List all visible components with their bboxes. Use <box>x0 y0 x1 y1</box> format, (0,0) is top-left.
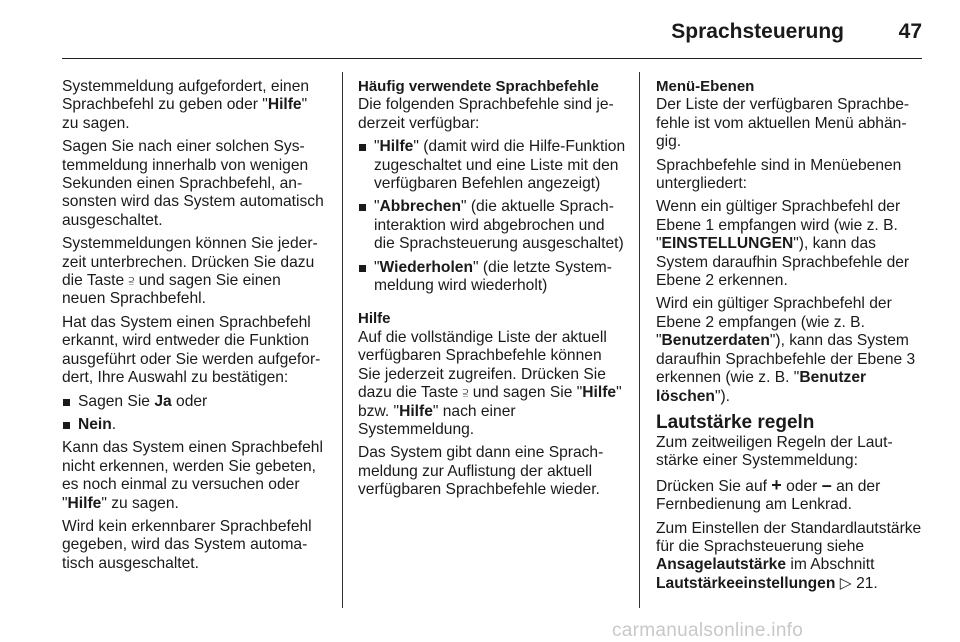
paragraph: Der Liste der verfügbaren Sprachbefehle ist vom aktuellen Menü abhängig. <box>656 96 910 151</box>
voice-icon: ⫆ <box>128 273 135 289</box>
section-heading: Menü-Ebenen <box>656 78 755 95</box>
paragraph: Auf die vollständige Liste der aktuell verfügbaren Sprachbefehle können Sie jederzeit zugreifen. Drücken Sie dazu die Taste ⫆ und sagen Sie "Hilfe" bzw. "Hilfe" nach einer Systemmeldung. <box>358 328 622 438</box>
bullet-icon <box>359 144 366 151</box>
paragraph: Wenn ein gültiger Sprachbefehl der Ebene 1 empfangen wird (wie z. B. "EINSTELLUNGEN"), kann das System daraufhin Sprachbefehle der Ebene 2 erkennen. <box>656 198 910 290</box>
header-rule <box>62 58 922 59</box>
section-heading: Hilfe <box>358 310 391 328</box>
page-ref-arrow-icon: ▷ <box>839 574 852 592</box>
column-2 <box>358 78 626 505</box>
list-item: "Hilfe" (damit wird die Hilfe-Funktion zugeschaltet und eine Liste mit den verfügbaren Befehlen angezeigt) <box>358 138 626 193</box>
page-header <box>62 14 922 48</box>
bullet-icon <box>359 204 366 211</box>
list-item: Sagen Sie Ja oder <box>62 393 326 411</box>
paragraph: Systemmeldungen können Sie jederzeit unterbrechen. Drücken Sie dazu die Taste ⫆ und sagen Sie einen neuen Sprachbefehl. <box>62 235 318 308</box>
paragraph: Wird ein gültiger Sprachbefehl der Ebene 2 empfangen (wie z. B. "Benutzerdaten"), kann das System daraufhin Sprachbefehle der Ebene 3 erkennen (wie z. B. "Benutzer löschen"). <box>656 295 916 405</box>
paragraph: Kann das System einen Sprachbefehl nicht erkennen, werden Sie gebeten, es noch einmal zu versuchen oder "Hilfe" zu sagen. <box>62 439 323 512</box>
watermark: carmanualsonline.info <box>612 620 804 641</box>
list-item: Nein. <box>62 416 326 434</box>
paragraph: Zum Einstellen der Standardlautstärke für die Sprachsteuerung siehe Ansagelautstärke im Abschnitt Lautstärkeeinstellungen ▷ 21. <box>656 519 922 592</box>
plus-icon: + <box>771 474 782 495</box>
page-number: 47 <box>898 20 922 43</box>
section-heading: Häufig verwendete Sprachbefehle <box>358 78 599 95</box>
column-3 <box>656 78 924 598</box>
bullet-icon <box>359 265 366 272</box>
list-item: "Abbrechen" (die aktuelle Sprachinteraktion wird abgebrochen und die Sprachsteuerung ausgeschaltet) <box>358 198 626 253</box>
voice-icon: ⫆ <box>462 385 469 401</box>
paragraph: Zum zeitweiligen Regeln der Lautstärke einer Systemmeldung: <box>656 433 893 470</box>
list-item: "Wiederholen" (die letzte Systemmeldung wird wiederholt) <box>358 259 626 296</box>
bullet-icon <box>63 399 70 406</box>
bullet-icon <box>63 422 70 429</box>
paragraph: Die folgenden Sprachbefehle sind jederzeit verfügbar: <box>358 96 614 132</box>
paragraph: Das System gibt dann eine Sprachmeldung zur Auflistung der aktuell verfügbaren Sprachbefehle wieder. <box>358 444 604 499</box>
paragraph: Systemmeldung aufgefordert, einen Sprachbefehl zu geben oder "Hilfe" zu sagen. <box>62 78 310 132</box>
paragraph: Drücken Sie auf + oder – an der Fernbedienung am Lenkrad. <box>656 474 881 514</box>
page-title: Sprachsteuerung <box>671 20 844 43</box>
paragraph: Hat das System einen Sprachbefehl erkannt, wird entweder die Funktion ausgeführt oder Sie werden aufgefordert, Ihre Auswahl zu bestätigen: <box>62 313 321 387</box>
paragraph: Sagen Sie nach einer solchen Systemmeldung innerhalb von wenigen Sekunden einen Sprachbefehl, ansonsten wird das System automatisch ausgeschaltet. <box>62 138 324 229</box>
paragraph: Sprachbefehle sind in Menüebenen untergliedert: <box>656 156 902 193</box>
minus-icon: – <box>821 474 832 495</box>
column-divider <box>639 72 640 608</box>
paragraph: Wird kein erkennbarer Sprachbefehl gegeben, wird das System automatisch ausgeschaltet. <box>62 517 312 572</box>
section-heading: Lautstärke regeln <box>656 411 815 433</box>
column-1 <box>62 78 326 578</box>
column-divider <box>342 72 343 608</box>
